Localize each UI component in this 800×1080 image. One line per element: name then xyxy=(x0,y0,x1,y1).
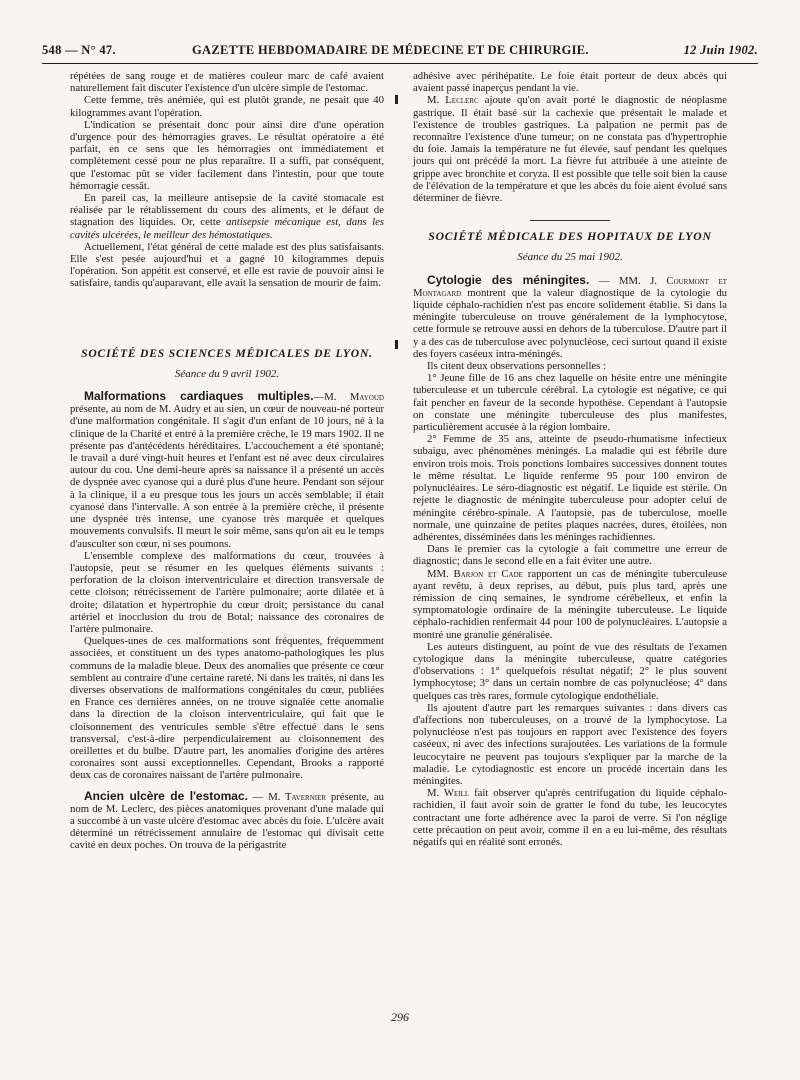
journal-title: GAZETTE HEBDOMADAIRE DE MÉDECINE ET DE CHIRURGIE. xyxy=(192,43,589,57)
author-name: M. Tavernier xyxy=(268,790,327,803)
paragraph: Ancien ulcère de l'estomac. — M. Tavernier présente, au nom de M. Leclerc, des pièces anatomiques provenant d'une malade qui a succombé à un vaste ulcère d'estomac avec abcès du foie. L'ulcère avait déterminé un rétrécissement annulaire de l'estomac qui divisait cette cavité en deux poches. On trouva de la périgastrite xyxy=(70,788,384,852)
paragraph: Cytologie des méningites. — MM. J. Courmont et Montagard montrent que la valeur diagnostique de la cytologie du liquide céphalo-rachidien n'est pas encore solidement établie. Si dans la méningite tuberculeuse on trouve généralement de la lymphocytose, cette formule se retrouve aussi en dehors de la tuberculose. D'autre part il y a des cas de tuberculose avec polynucléose, ceci surtout quand il existe des foyers caséeux intra-méningés. xyxy=(413,272,728,360)
paragraph: Dans le premier cas la cytologie a fait commettre une erreur de diagnostic; dans le second elle en a fait éviter une autre. xyxy=(413,543,727,568)
author-names: MM. Barjon et Cade xyxy=(427,567,523,580)
paragraph: 2° Femme de 35 ans, atteinte de pseudo-rhumatisme infectieux subaigu, avec phénomènes méningés. La maladie qui est fébrile dure environ trois mois. Trois ponctions lombaires successives donnent toutes le même résultat. Le liquide renferme 95 pour 100 environ de polynucléaires. Le séro-diagnostic est négatif. Le liquide est stérile. On rejette le diagnostic de méningite tuberculeuse pour adopter celui de méningite cérébro-spinale. A l'autopsie, pas de tuberculose, moelle normale, une quinzaine de petites plaques nacrées, dures, étoilées, non adhérentes, disséminées dans les méninges rachidiennes. xyxy=(413,433,727,543)
paragraph-text: présente, au nom de M. Leclerc, des pièces anatomiques provenant d'une malade qui a succombé à un vaste ulcère d'estomac avec abcès du foie. L'ulcère avait déterminé un rétrécissement annulaire de l'estomac qui divisait cette cavité en deux poches. On trouva de la périgastrite xyxy=(70,790,384,852)
session-date: Séance du 9 avril 1902. xyxy=(174,367,280,380)
paragraph-text: fait observer qu'après centrifugation du liquide céphalo-rachidien, il faut avoir soin de gratter le fond du tube, les leucocytes contractant une forte adhérence avec la paroi de verre. Si l'on néglige cette précaution on peut avoir, comme il en a eu lui-même, des résultats négatifs qui en réalité sont erronés. xyxy=(413,787,728,848)
paragraph: Malformations cardiaques multiples.—M. Mayoud présente, au nom de M. Audry et au sien, un cœur de nouveau-né porteur d'une malformation congénitale. Il s'agit d'un enfant de 10 jours, né à la clinique de la Charité et entré à la première crèche, le 19 mars 1902. Il ne présente pas d'antécédents héréditaires. L'accouchement a été spontané; le travail a duré vingt-huit heures et l'enfant est né avec deux circulaires autour du cou. Une demi-heure après sa naissance il a présenté un accès de dyspnée avec cyanose qui a duré plus d'une heure. Pendant son séjour à la clinique, il a eu presque tous les jours un accès semblable; il était cyanosé dans l'intervalle. A son entrée à la première crèche, il présente une dyspnée très intense, une cyanose très marquée et quelques mouvements convulsifs. Il meurt le soir même, sans qu'on ait eu le temps d'ausculter son cœur, ni ses poumons. xyxy=(70,389,384,550)
paragraph: 1° Jeune fille de 16 ans chez laquelle on hésite entre une méningite tuberculeuse et un tubercule cérébral. La cytologie est négative, ce qui fait pencher en faveur de la seconde hypothèse. Cependant à l'autopsie on constate une méningite tuberculeuse des plus manifestes, particulièrement accusée à la région lombaire. xyxy=(413,372,727,434)
emphasis-text: antisepsie mécanique est, dans les cavités ulcérées, le meilleur des hémostatiques. xyxy=(70,216,385,241)
paragraph xyxy=(70,192,384,241)
right-column xyxy=(413,70,727,848)
session-date: Séance du 25 mai 1902. xyxy=(517,251,623,264)
author-name: M. Weill xyxy=(427,787,470,800)
paragraph: Les auteurs distinguent, au point de vue des résultats de l'examen cytologique dans la méningite tuberculeuse, quatre catégories d'observations : 1° quelquefois résultat négatif; 2° le plus souvent lymphocytose; 3° dans un certain nombre de cas polynucléose; 4° dans quelques cas très rares, formule cytologique endothéliale. xyxy=(413,640,727,702)
column-mark xyxy=(395,95,398,104)
society-heading: SOCIÉTÉ DES SCIENCES MÉDICALES DE LYON. xyxy=(81,346,373,360)
paragraph-text: ajoute qu'on avait porté le diagnostic de néoplasme gastrique. Il était basé sur la cachexie que présentait le malade et l'existence de troubles gastriques. La palpation ne permit pas de reconnaître l'existence d'une tumeur; on ne constata pas d'hypertrophie du foie. Jamais la température ne fut élevée, sauf pendant les quelques jours qui ont précédé la mort. La fièvre fut attribuée à une atteinte de grippe avec bronchite et coryza. Il est possible que telle soit bien la cause de l'élévation de la température et que les abcès du foie aient évolué sans déterminer de fièvre. xyxy=(413,94,728,205)
paragraph-text: En pareil cas, la meilleure antisepsie de la cavité stomacale est réalisée par le rétablissement du cours des aliments, et le défaut de stagnation des liquides. Or, cette xyxy=(70,192,384,229)
issue-date: 12 Juin 1902. xyxy=(683,43,758,57)
column-mark xyxy=(395,340,398,349)
article-title: Malformations cardiaques multiples. xyxy=(84,389,314,404)
paragraph-text: montrent que la valeur diagnostique de la cytologie du liquide céphalo-rachidien n'est pas encore solidement établie. Si dans la méningite tuberculeuse on trouve généralement de la lymphocytose, cette formule se retrouve aussi en dehors de la tuberculose. D'autre part il y a des cas de tuberculose avec polynucléose, ceci surtout quand il existe des foyers caséeux intra-méningés. xyxy=(413,286,728,360)
paragraph-text: présente, au nom de M. Audry et au sien, un cœur de nouveau-né porteur d'une malformation congénitale. Il s'agit d'un enfant de 10 jours, né à la clinique de la Charité et entré à la première crèche, le 19 mars 1902. Il ne présente pas d'antécédents héréditaires. L'accouchement a été spontané; le travail a duré vingt-huit heures et l'enfant est né avec deux circulaires autour du cou. Une demi-heure après sa naissance il a présenté un accès de dyspnée avec cyanose qui a duré plus d'une heure. Pendant son séjour à la clinique, il a eu presque tous les jours un accès semblable; il était cyanosé dans l'intervalle. A son entrée à la première crèche, il présente une dyspnée très intense, une cyanose très marquée et quelques mouvements convulsifs. Il meurt le soir même, sans qu'on ait eu le temps d'ausculter son cœur, ni ses poumons. xyxy=(70,403,384,550)
author-name: M. Leclerc xyxy=(427,94,479,107)
paragraph-text: rapportent un cas de méningite tuberculeuse ayant revêtu, à deux reprises, au début, puis plus tard, après une rémission de cinq semaines, le syndrome cérébelleux, et enfin la symptomatologie ordinaire de la méningite tuberculeuse. Le liquide céphalo-rachidien renfermait 44 pour 100 de polynucléaires. L'autopsie a montré une granulie généralisée. xyxy=(413,567,728,641)
paragraph xyxy=(413,94,727,204)
author-names: MM. J. Courmont et Montagard xyxy=(413,274,727,299)
paragraph: L'ensemble complexe des malformations du cœur, trouvées à l'autopsie, peut se résumer en les quelques éléments suivants : perforation de la cloison interventriculaire et direction transversale de cette cloison; rétrécissement de l'artère pulmonaire; aorte dilatée et à droite; dilatation et hypertrophie du cœur droit; persistance du canal artériel et inocclusion du trou de Botal; naissance des coronaires de l'artère pulmonaire. xyxy=(70,549,384,635)
page-number: 296 xyxy=(391,1010,409,1024)
paragraph: adhésive avec périhépatite. Le foie était porteur de deux abcès qui avaient passé inaperçus pendant la vie. xyxy=(413,70,727,95)
header-rule xyxy=(42,63,758,64)
left-column xyxy=(70,70,384,852)
section-divider xyxy=(530,220,610,221)
paragraph: Actuellement, l'état général de cette malade est des plus satisfaisants. Elle s'est pesée aujourd'hui et a gagné 10 kilogrammes depuis l'opération. Son appétit est conservé, et elle est ravie de pouvoir ainsi le satisfaire, tandis qu'auparavant, elle avait la sensation de mourir de faim. xyxy=(70,240,384,290)
society-heading: SOCIÉTÉ MÉDICALE DES HOPITAUX DE LYON xyxy=(428,230,712,244)
paragraph: Ils ajoutent d'autre part les remarques suivantes : dans divers cas d'affections non tuberculeuses, on a trouvé de la lymphocytose. La polynucléose n'est pas toujours en rapport avec l'existence des foyers caséeux, ni avec des infections surajoutées. Les variations de la formule leucocytaire ne peuvent pas toujours s'expliquer par la marche de la maladie. Le cytodiagnostic est encore un procédé incertain dans les méningites. xyxy=(413,701,727,787)
paragraph xyxy=(413,787,727,848)
section-spacer xyxy=(70,290,384,338)
article-title: Cytologie des méningites. xyxy=(427,272,590,287)
paragraph: Cette femme, très anémiée, qui est plutôt grande, ne pesait que 40 kilogrammes avant l'opération. xyxy=(70,94,384,119)
paragraph: répétées de sang rouge et de matières couleur marc de café avaient naturellement fait discuter l'existence d'un ulcère simple de l'estomac. xyxy=(70,70,384,95)
paragraph: Ils citent deux observations personnelles : xyxy=(427,360,606,373)
article-title: Ancien ulcère de l'estomac. xyxy=(84,788,248,803)
paragraph: Quelques-unes de ces malformations sont fréquentes, fréquemment associées, et constituent un des types anatomo-pathologiques les plus communs de la maladie bleue. Deux des anomalies que présente ce cœur semblent au contraire d'une certaine rareté. Ni dans les traités, ni dans les diverses observations de malformations congénitales du cœur, publiées en France ces dernières années, on ne trouve signalée cette anomalie dans la direction de la cloison interventriculaire, qui fait que le cloisonnement des ventricules semble s'être effectué dans le sens transversal, c'est-à-dire perpendiculairement au cloisonnement des oreillettes et du bulbe. D'autre part, les anomalies d'origine des artères coronaires sont aussi exceptionnelles. Cependant, Brooks a rapporté deux cas de coronaires naissant de l'artère pulmonaire. xyxy=(70,635,384,782)
paragraph xyxy=(413,568,727,641)
running-header xyxy=(42,40,758,62)
page-and-issue-number: 548 — N° 47. xyxy=(42,43,116,57)
author-name: M. Mayoud xyxy=(324,391,384,404)
paragraph: L'indication se présentait donc pour ainsi dire d'une opération d'urgence pour des hémorragies graves. Le résultat opératoire a été parfait, en ce sens que les hémorragies ont immédiatement et complètement cessé pour ne plus reparaître. Il a suffi, par conséquent, que l'estomac pût se vider facilement dans l'intestin, pour que toute hémorragie cessât. xyxy=(70,118,384,192)
